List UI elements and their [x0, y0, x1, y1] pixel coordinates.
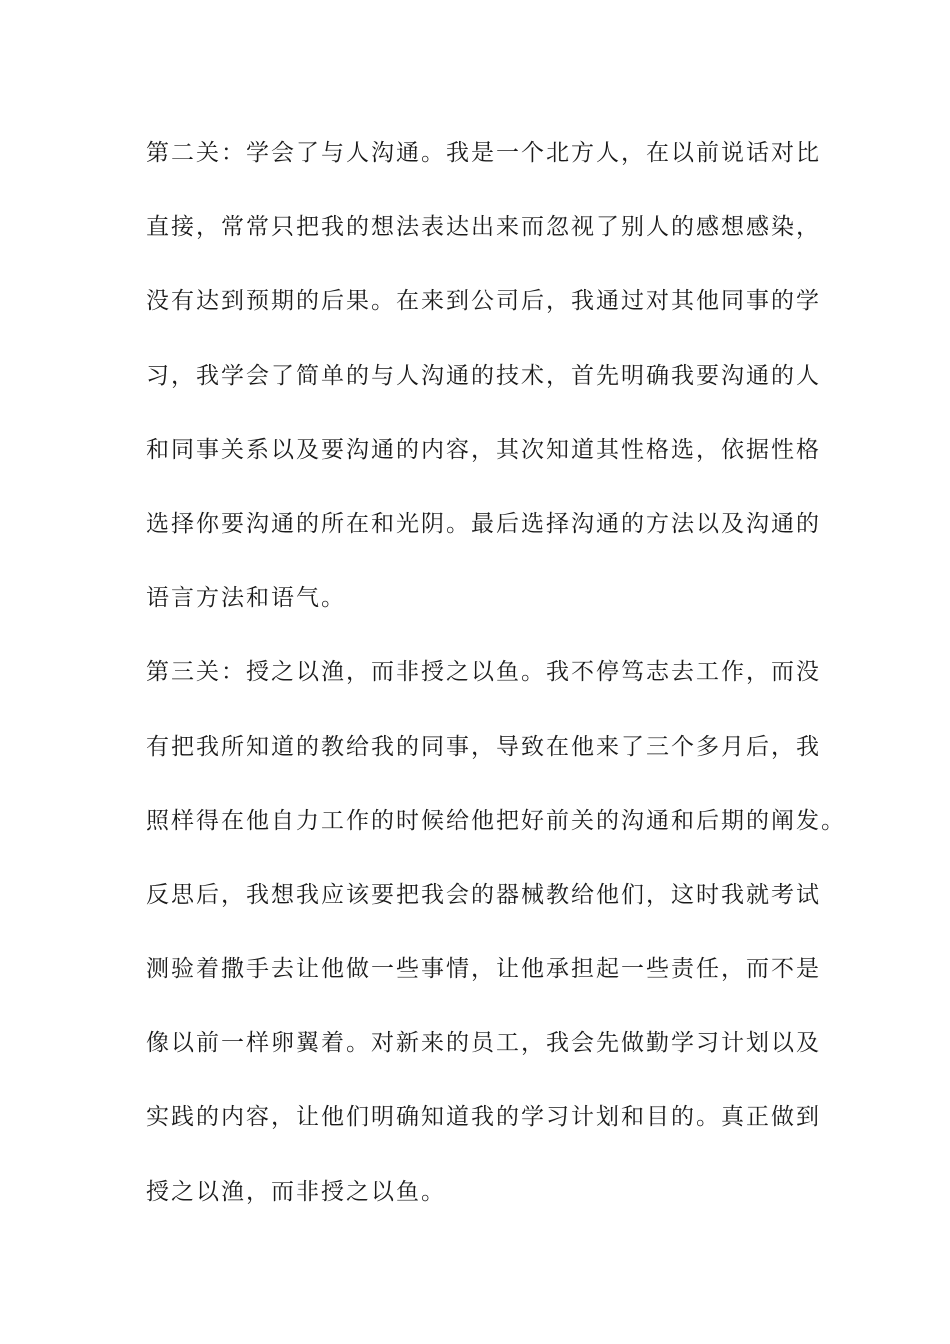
text-line: 习，我学会了简单的与人沟通的技术，首先明确我要沟通的人	[146, 362, 821, 389]
document-body	[146, 127, 846, 1240]
text-line: 实践的内容，让他们明确知道我的学习计划和目的。真正做到	[146, 1104, 821, 1131]
text-line: 第二关：学会了与人沟通。我是一个北方人，在以前说话对比	[146, 140, 821, 166]
text-line: 选择你要沟通的所在和光阴。最后选择沟通的方法以及沟通的	[146, 510, 821, 537]
text-line: 没有达到预期的后果。在来到公司后，我通过对其他同事的学	[146, 288, 821, 315]
text-line: 照样得在他自力工作的时候给他把好前关的沟通和后期的阐发。	[146, 807, 846, 834]
text-line: 第三关：授之以渔，而非授之以鱼。我不停笃志去工作，而没	[146, 659, 821, 686]
text-line: 和同事关系以及要沟通的内容，其次知道其性格选，依据性格	[146, 436, 821, 463]
text-line: 像以前一样卵翼着。对新来的员工，我会先做勤学习计划以及	[146, 1030, 821, 1057]
text-line: 反思后，我想我应该要把我会的器械教给他们，这时我就考试	[146, 881, 821, 908]
text-line: 有把我所知道的教给我的同事，导致在他来了三个多月后，我	[146, 733, 821, 760]
text-line: 直接，常常只把我的想法表达出来而忽视了别人的感想感染，	[146, 214, 821, 241]
text-line: 测验着撒手去让他做一些事情，让他承担起一些责任，而不是	[146, 956, 821, 983]
text-line: 授之以渔，而非授之以鱼。	[146, 1178, 446, 1205]
text-line: 语言方法和语气。	[146, 585, 346, 612]
